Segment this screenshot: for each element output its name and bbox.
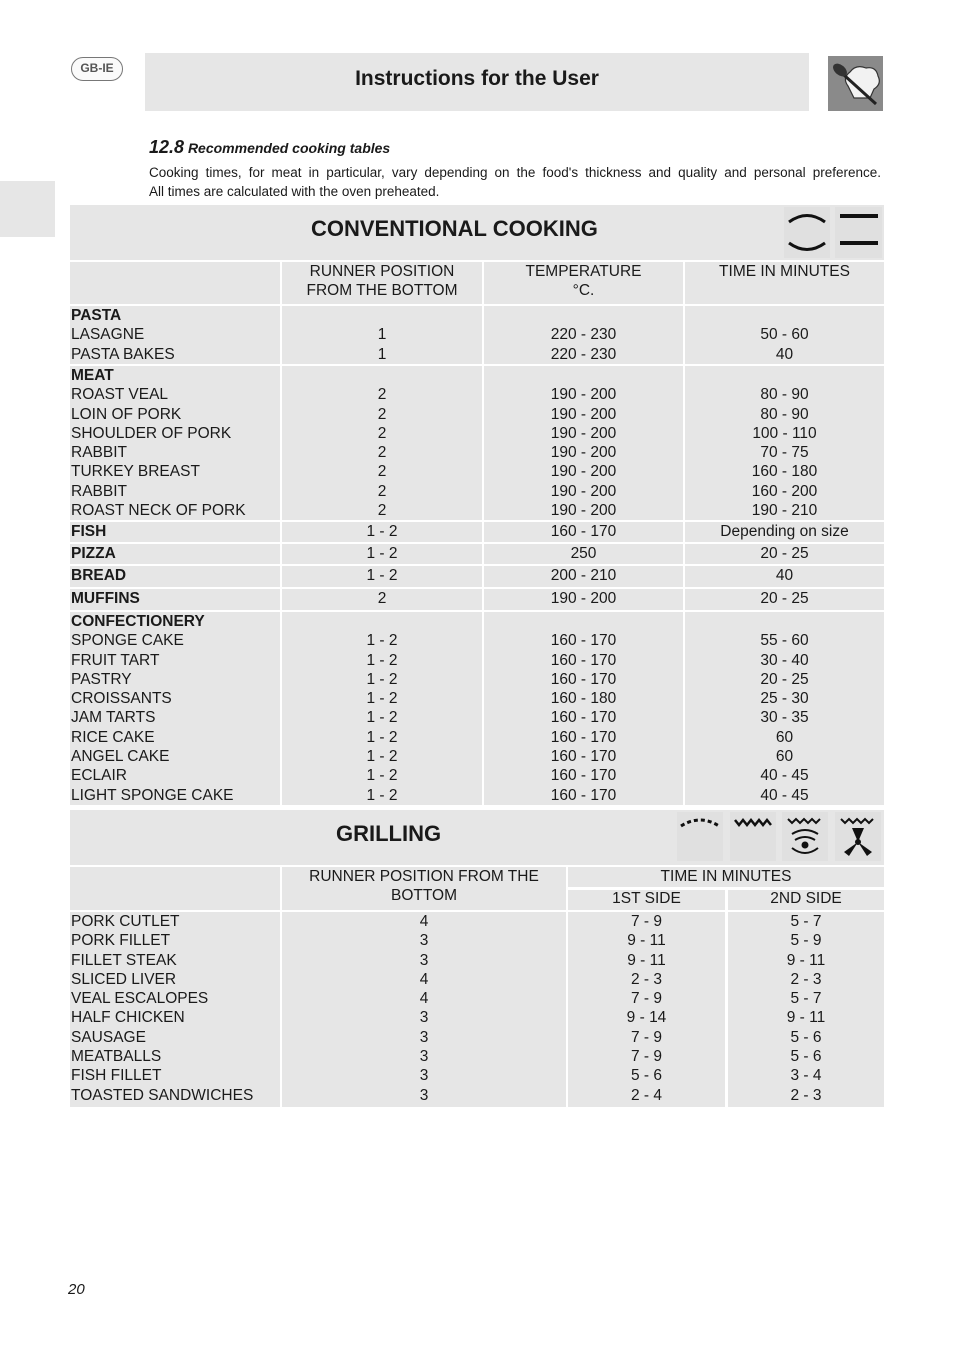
grill-header-time: [568, 867, 884, 887]
meat-time: [685, 366, 884, 520]
header-temperature: [484, 262, 683, 304]
temp-value: 160 - 170: [550, 709, 617, 727]
header-temp-line-2: °C.: [572, 282, 595, 300]
intro-line-1: Cooking times, for meat in particular, vary depending on the food's thickness and quality and personal preference.: [149, 165, 881, 180]
section-title: Recommended cooking tables: [187, 140, 391, 156]
runner-value: 1 - 2: [366, 690, 398, 708]
header-time-label: TIME IN MINUTES: [719, 263, 850, 280]
category-fish: FISH: [70, 522, 280, 542]
side1-value: 2 - 3: [630, 970, 662, 988]
side-tab: [0, 181, 55, 237]
temp-value: 160 - 170: [550, 632, 617, 650]
time-value: 40 - 45: [760, 767, 809, 785]
meat-temp: [484, 366, 683, 520]
runner-value: 3: [419, 932, 429, 950]
side2-value: 5 - 6: [790, 1048, 822, 1066]
runner-value: 2: [377, 424, 387, 442]
food-name: LOIN OF PORK: [71, 405, 182, 423]
food-name: SHOULDER OF PORK: [71, 424, 232, 442]
pizza-runner: 1 - 2: [282, 544, 482, 564]
side1-value: 7 - 9: [630, 913, 662, 930]
runner-value: 1 - 2: [366, 728, 398, 746]
category-bread: BREAD: [70, 566, 280, 587]
fish-time: Depending on size: [685, 522, 884, 542]
page-title: Instructions for the User: [355, 67, 599, 90]
runner-value: 1 - 2: [366, 767, 398, 785]
food-name: RABBIT: [71, 444, 127, 462]
runner-value: 2: [377, 386, 387, 404]
food-name: SLICED LIVER: [71, 970, 177, 988]
side2-value: 3 - 4: [790, 1067, 822, 1085]
grill-header-runner-line-1: RUNNER POSITION FROM THE: [309, 868, 539, 885]
side1-value: 7 - 9: [630, 1048, 662, 1066]
temp-value: 160 - 170: [550, 670, 617, 688]
food-name: SPONGE CAKE: [71, 632, 184, 650]
header-food-cell: [70, 262, 280, 304]
runner-value: 2: [377, 463, 387, 481]
temp-value: 160 - 170: [550, 748, 617, 766]
time-value: 100 - 110: [752, 424, 817, 442]
fan-grill-icon: [782, 812, 828, 861]
runner-value: 4: [419, 913, 429, 930]
temp-value: 160 - 180: [550, 690, 617, 708]
runner-value: 3: [419, 1067, 429, 1085]
conventional-title: CONVENTIONAL COOKING: [311, 216, 598, 241]
confectionery-foods: [70, 612, 280, 805]
food-name: ROAST VEAL: [71, 386, 169, 404]
food-name: TOASTED SANDWICHES: [71, 1086, 254, 1104]
food-name: PASTA BAKES: [71, 345, 175, 363]
food-name: SAUSAGE: [71, 1028, 146, 1046]
runner-value: 1 - 2: [366, 748, 398, 766]
runner-value: 1 - 2: [366, 632, 398, 650]
confectionery-temp: [484, 612, 683, 805]
food-name: ECLAIR: [71, 767, 127, 785]
grill-header-runner: [282, 867, 566, 910]
pasta-time: [685, 306, 884, 364]
runner-value: 2: [377, 482, 387, 500]
time-value: 160 - 200: [751, 482, 818, 500]
food-name: HALF CHICKEN: [71, 1009, 185, 1027]
side1-value: 7 - 9: [630, 990, 662, 1008]
muffins-time: 20 - 25: [685, 589, 884, 610]
category-pizza: PIZZA: [70, 544, 280, 564]
food-name: LASAGNE: [71, 326, 145, 344]
region-badge: GB-IE: [71, 57, 123, 81]
runner-value: 1 - 2: [366, 709, 398, 727]
temp-value: 190 - 200: [550, 444, 617, 462]
pasta-runner: [282, 306, 482, 364]
time-value: 60: [775, 728, 794, 746]
food-name: CROISSANTS: [71, 690, 172, 708]
food-name: RABBIT: [71, 482, 127, 500]
category-meat: MEAT: [71, 367, 114, 384]
meat-runner: [282, 366, 482, 520]
side1-value: 5 - 6: [630, 1067, 662, 1085]
side2-value: 5 - 9: [790, 932, 822, 950]
intro-line-2: All times are calculated with the oven preheated.: [149, 184, 440, 199]
side2-value: 5 - 7: [790, 913, 822, 930]
food-name: PORK CUTLET: [71, 913, 180, 930]
bread-runner: 1 - 2: [282, 566, 482, 587]
runner-value: 3: [419, 1009, 429, 1027]
runner-value: 2: [377, 405, 387, 423]
food-name: FISH FILLET: [71, 1067, 162, 1085]
grill-side2: [728, 912, 884, 1107]
runner-value: 2: [377, 444, 387, 462]
grill-header-side2: 2ND SIDE: [728, 890, 884, 910]
temp-value: 190 - 200: [550, 502, 617, 520]
food-name: FRUIT TART: [71, 651, 160, 669]
header-runner-line-2: FROM THE BOTTOM: [306, 282, 458, 300]
side2-value: 2 - 3: [790, 970, 822, 988]
time-value: 70 - 75: [760, 444, 809, 462]
runner-value: 1: [377, 326, 387, 344]
side2-value: 5 - 6: [790, 1028, 822, 1046]
bread-time: 40: [685, 566, 884, 587]
runner-value: 3: [419, 1028, 429, 1046]
header-time: [685, 262, 884, 304]
runner-value: 3: [419, 1086, 429, 1104]
confectionery-time: [685, 612, 884, 805]
pasta-temp: [484, 306, 683, 364]
meat-foods: [70, 366, 280, 520]
side2-value: 5 - 7: [790, 990, 822, 1008]
full-grill-element-icon: [730, 812, 776, 861]
section-number: 12.8: [149, 137, 185, 157]
grill-side1: [568, 912, 725, 1107]
fish-runner: 1 - 2: [282, 522, 482, 542]
side1-value: 7 - 9: [630, 1028, 662, 1046]
runner-value: 2: [377, 502, 387, 520]
time-value: 60: [775, 748, 794, 766]
food-name: ROAST NECK OF PORK: [71, 502, 246, 520]
food-name: PORK FILLET: [71, 932, 171, 950]
temp-value: 190 - 200: [550, 386, 617, 404]
pizza-time: 20 - 25: [685, 544, 884, 564]
grill-header-runner-line-2: BOTTOM: [390, 887, 458, 905]
time-value: 30 - 35: [760, 709, 809, 727]
intro-text: [149, 163, 881, 201]
time-value: 190 - 210: [751, 502, 818, 520]
header-runner: [282, 262, 482, 304]
food-name: RICE CAKE: [71, 728, 155, 746]
time-value: 50 - 60: [760, 326, 809, 344]
food-name: VEAL ESCALOPES: [71, 990, 209, 1008]
category-muffins: MUFFINS: [70, 589, 280, 610]
runner-value: 1: [377, 345, 387, 363]
time-value: 30 - 40: [760, 651, 809, 669]
fan-assisted-grill-icon: [835, 812, 881, 861]
side2-value: 9 - 11: [786, 951, 826, 969]
pasta-foods: [70, 306, 280, 364]
food-name: MEATBALLS: [71, 1048, 162, 1066]
side1-value: 9 - 14: [626, 1009, 667, 1027]
page-number: 20: [68, 1281, 85, 1298]
category-pasta: PASTA: [71, 307, 122, 324]
time-value: 25 - 30: [760, 690, 809, 708]
muffins-temp: 190 - 200: [484, 589, 683, 610]
grill-header-food-cell: [70, 867, 280, 910]
header-runner-line-1: RUNNER POSITION: [309, 263, 455, 280]
food-name: ANGEL CAKE: [71, 748, 170, 766]
grill-header-time-label: TIME IN MINUTES: [660, 868, 792, 885]
runner-value: 4: [419, 990, 429, 1008]
runner-value: 1 - 2: [366, 786, 398, 804]
grill-foods: [70, 912, 280, 1107]
temp-value: 190 - 200: [550, 463, 617, 481]
time-value: 40 - 45: [760, 786, 809, 804]
time-value: 20 - 25: [760, 670, 809, 688]
side2-value: 9 - 11: [786, 1009, 826, 1027]
top-bottom-heating-elements-icon: [784, 207, 830, 258]
top-bottom-heating-lines-icon: [835, 207, 882, 258]
temp-value: 220 - 230: [550, 345, 617, 363]
runner-value: 1 - 2: [366, 651, 398, 669]
food-name: FILLET STEAK: [71, 951, 177, 969]
spoon-chef-hat-icon: [828, 56, 883, 111]
header-temp-line-1: TEMPERATURE: [525, 263, 642, 280]
time-value: 40: [775, 345, 794, 363]
food-name: PASTRY: [71, 670, 132, 688]
side1-value: 2 - 4: [630, 1086, 662, 1104]
pizza-temp: 250: [484, 544, 683, 564]
grilling-title: GRILLING: [336, 821, 442, 846]
side2-value: 2 - 3: [790, 1086, 822, 1104]
temp-value: 160 - 170: [550, 651, 617, 669]
time-value: 160 - 180: [751, 463, 818, 481]
runner-value: 3: [419, 951, 429, 969]
time-value: 80 - 90: [760, 405, 809, 423]
section-heading: [149, 137, 390, 158]
runner-value: 3: [419, 1048, 429, 1066]
bread-temp: 200 - 210: [484, 566, 683, 587]
muffins-runner: 2: [282, 589, 482, 610]
temp-value: 220 - 230: [550, 326, 617, 344]
side1-value: 9 - 11: [627, 951, 666, 969]
temp-value: 190 - 200: [550, 405, 617, 423]
food-name: JAM TARTS: [71, 709, 156, 727]
temp-value: 190 - 200: [550, 482, 617, 500]
temp-value: 160 - 170: [550, 786, 617, 804]
grill-header-side1: 1ST SIDE: [568, 890, 725, 910]
time-value: 55 - 60: [760, 632, 809, 650]
side1-value: 9 - 11: [627, 932, 666, 950]
runner-value: 4: [419, 970, 429, 988]
temp-value: 190 - 200: [550, 424, 617, 442]
category-confectionery: CONFECTIONERY: [71, 613, 205, 630]
runner-value: 1 - 2: [366, 670, 398, 688]
time-value: 80 - 90: [760, 386, 809, 404]
confectionery-runner: [282, 612, 482, 805]
grill-element-icon: [677, 812, 723, 861]
food-name: TURKEY BREAST: [71, 463, 200, 481]
grill-runner: [282, 912, 566, 1107]
temp-value: 160 - 170: [550, 767, 617, 785]
temp-value: 160 - 170: [550, 728, 617, 746]
food-name: LIGHT SPONGE CAKE: [71, 786, 234, 804]
fish-temp: 160 - 170: [484, 522, 683, 542]
